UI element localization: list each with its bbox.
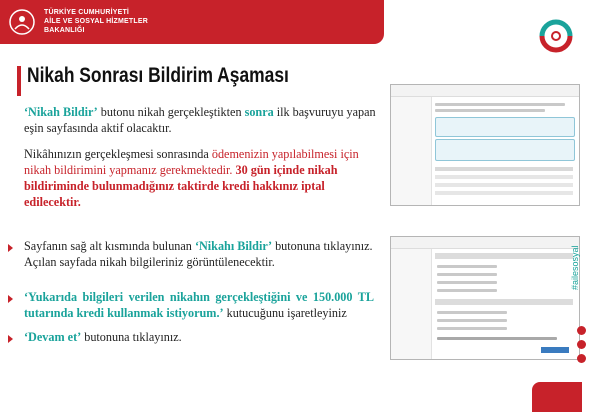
ministry-emblem-icon bbox=[8, 8, 36, 36]
screenshot-header-bar bbox=[391, 237, 579, 249]
intro-text2: ilk başvuruyu yapan eşin sayfasında aktif olacaktır. bbox=[24, 105, 376, 135]
step1-text2: butonuna tıklayınız. Açılan sayfada nikah bilgileriniz görüntülenecektir. bbox=[24, 239, 373, 269]
screenshot-section-header bbox=[435, 253, 573, 259]
screenshot-table-row bbox=[435, 167, 573, 171]
step2-text: kutucuğunu işaretleyiniz bbox=[223, 306, 347, 320]
screenshot-table-row bbox=[435, 183, 573, 187]
social-media-icon bbox=[577, 326, 586, 335]
step1-paragraph bbox=[24, 238, 374, 270]
ministry-header bbox=[0, 0, 384, 44]
screenshot-section-header bbox=[435, 299, 573, 305]
payment-notice: ödemenizin yapılabilmesi için nikah bildirimini yapmanız gerekmektedir. bbox=[24, 147, 359, 177]
step3-text: butonuna tıklayınız. bbox=[81, 330, 182, 344]
title-accent-bar bbox=[17, 66, 21, 96]
devam-et-highlight: ‘Devam et’ bbox=[24, 330, 82, 344]
screenshot-text-line bbox=[437, 311, 507, 314]
nikahi-bildir-highlight: ‘Nikahı Bildir’ bbox=[194, 239, 273, 253]
ministry-line1: TÜRKİYE CUMHURİYETİ bbox=[44, 9, 130, 16]
bullet-arrow-icon bbox=[8, 295, 13, 303]
screenshot-sidebar bbox=[391, 97, 432, 205]
step3-paragraph bbox=[24, 329, 374, 345]
social-media-icon bbox=[577, 340, 586, 349]
page-title: Nikah Sonrası Bildirim Aşaması bbox=[27, 64, 289, 87]
intro-paragraph bbox=[24, 104, 376, 136]
social-media-icon bbox=[577, 354, 586, 363]
screenshot-text-line bbox=[437, 273, 497, 276]
screenshot-text-line bbox=[437, 327, 507, 330]
screenshot-text-line bbox=[435, 109, 545, 112]
screenshot-table-row bbox=[435, 175, 573, 179]
screenshot-text-line bbox=[437, 289, 497, 292]
screenshot-checkbox-line bbox=[437, 337, 557, 340]
family-logo-icon bbox=[534, 14, 578, 58]
nikah-bildir-highlight: ‘Nikah Bildir’ bbox=[24, 105, 98, 119]
sonra-highlight: sonra bbox=[244, 105, 274, 119]
screenshot-header-bar bbox=[391, 85, 579, 97]
step2-paragraph bbox=[24, 289, 374, 321]
screenshot-nikah-details-page bbox=[390, 236, 580, 360]
cancellation-warning: 30 gün içinde nikah bildiriminde bulunmadığınız taktirde kredi hakkınız iptal edilecektir. bbox=[24, 163, 338, 209]
step1-text1: Sayfanın sağ alt kısmında bulunan bbox=[24, 239, 195, 253]
bullet-arrow-icon bbox=[8, 335, 13, 343]
screenshot-continue-button bbox=[541, 347, 569, 353]
bullet-arrow-icon bbox=[8, 244, 13, 252]
screenshot-text-line bbox=[437, 319, 507, 322]
warning-paragraph bbox=[24, 146, 380, 210]
screenshot-sidebar bbox=[391, 249, 432, 359]
ministry-line2: AİLE VE SOSYAL HİZMETLER bbox=[44, 18, 148, 25]
screenshot-info-alert bbox=[435, 139, 575, 161]
screenshot-info-alert bbox=[435, 117, 575, 137]
screenshot-table-row bbox=[435, 191, 573, 195]
ministry-line3: BAKANLIĞI bbox=[44, 27, 85, 34]
checkbox-statement-highlight: ‘Yukarıda bilgileri verilen nikahın gerçekleştiğini ve 150.000 TL tutarında kredi kullanmak istiyorum.’ bbox=[24, 290, 374, 320]
screenshot-text-line bbox=[437, 265, 497, 268]
page-number-badge bbox=[532, 382, 582, 412]
screenshot-text-line bbox=[437, 281, 497, 284]
warning-text1: Nikâhınızın gerçekleşmesi sonrasında bbox=[24, 147, 212, 161]
screenshot-nikah-bildir-page bbox=[390, 84, 580, 206]
ministry-name bbox=[44, 8, 148, 35]
intro-text1: butonu nikah gerçekleştikten bbox=[97, 105, 245, 119]
side-hashtag: #ailesosyal bbox=[570, 245, 580, 290]
screenshot-text-line bbox=[435, 103, 565, 106]
